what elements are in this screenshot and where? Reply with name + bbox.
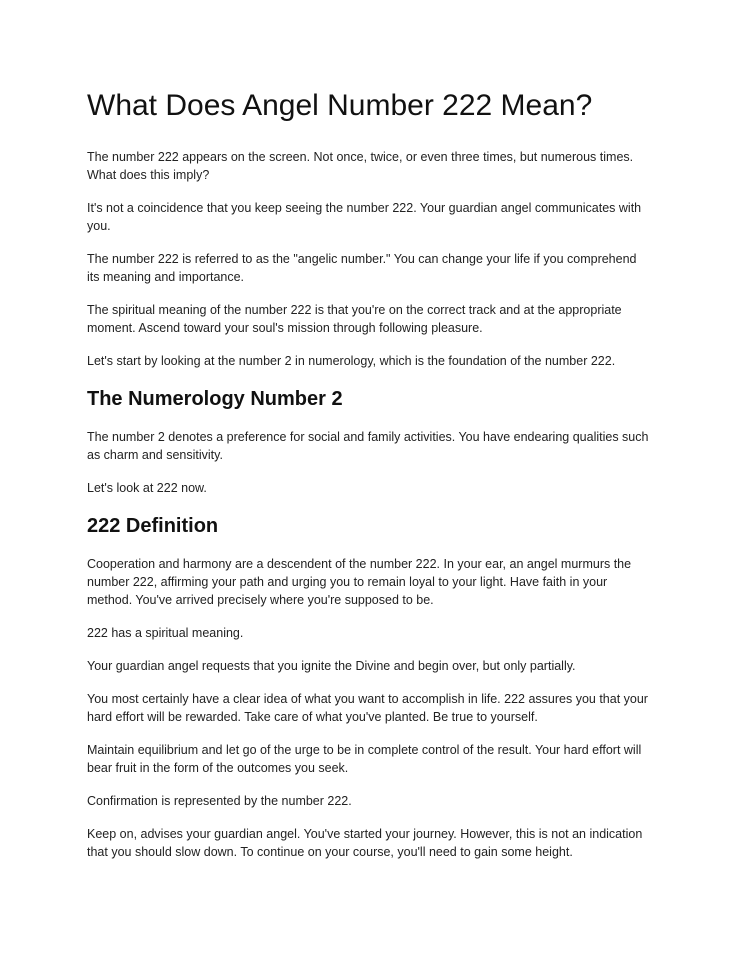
section-paragraph: Confirmation is represented by the number 222. [87,794,352,808]
intro-paragraph: The number 222 appears on the screen. Not once, twice, or even three times, but numerous times. What does this imply? [87,150,634,182]
section-paragraph: Keep on, advises your guardian angel. You've started your journey. However, this is not an indication that you should slow down. To continue on your course, you'll need to gain some height. [87,827,643,859]
section-heading-numerology: The Numerology Number 2 [87,388,343,410]
intro-paragraph: Let's start by looking at the number 2 in numerology, which is the foundation of the number 222. [87,354,616,368]
page-title: What Does Angel Number 222 Mean? [87,89,593,122]
section-paragraph: You most certainly have a clear idea of what you want to accomplish in life. 222 assures you that your hard effort will be rewarded. Take care of what you've planted. Be true to yourself. [87,692,648,724]
section-paragraph: Your guardian angel requests that you ignite the Divine and begin over, but only partially. [87,659,576,673]
section-paragraph: The number 2 denotes a preference for social and family activities. You have endearing qualities such as charm and sensitivity. [87,430,649,462]
section-paragraph: Cooperation and harmony are a descendent of the number 222. In your ear, an angel murmurs the number 222, affirming your path and urging you to remain loyal to your light. Have faith in your method. You've arrived precisely where you're supposed to be. [87,557,632,607]
intro-paragraph: It's not a coincidence that you keep seeing the number 222. Your guardian angel communicates with you. [87,201,642,233]
intro-paragraph: The spiritual meaning of the number 222 is that you're on the correct track and at the appropriate moment. Ascend toward your soul's mission through following pleasure. [87,303,622,335]
section-paragraph: Maintain equilibrium and let go of the urge to be in complete control of the result. Your hard effort will bear fruit in the form of the outcomes you seek. [87,743,642,775]
section-heading-definition: 222 Definition [87,515,219,537]
section-paragraph: Let's look at 222 now. [87,481,207,495]
intro-paragraph: The number 222 is referred to as the "angelic number." You can change your life if you comprehend its meaning and importance. [87,252,637,284]
document-page [87,86,649,876]
section-paragraph: 222 has a spiritual meaning. [87,626,244,640]
